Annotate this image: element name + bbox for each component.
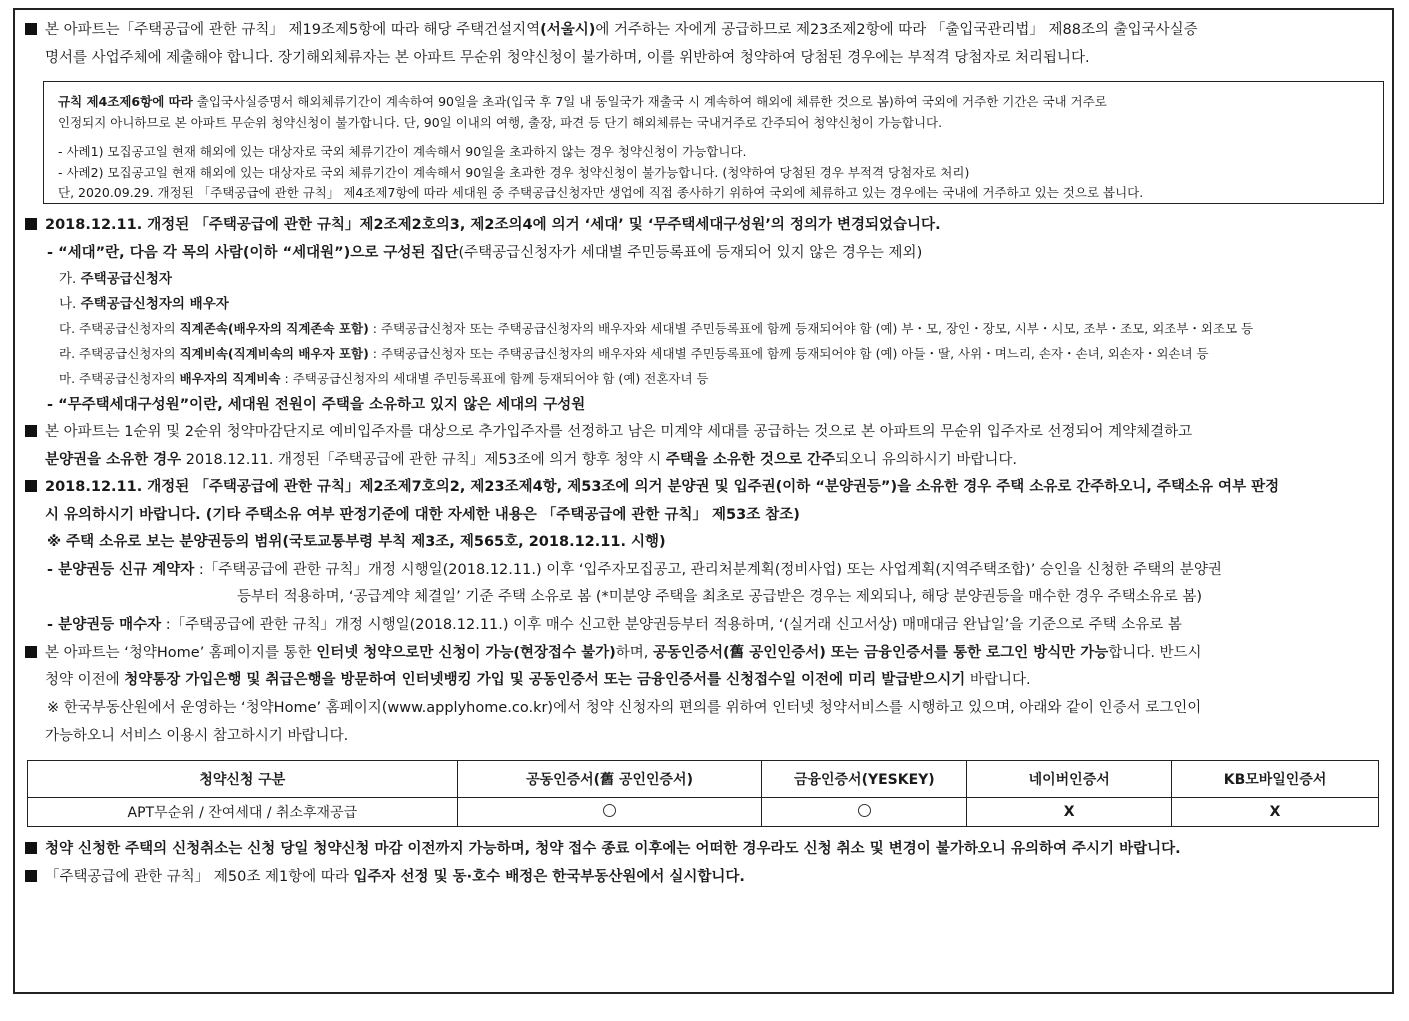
bullet-square-icon xyxy=(25,425,37,437)
bullet-square-icon xyxy=(25,870,37,882)
table-header-row xyxy=(28,761,1379,798)
applyhome-note: ※ 한국부동산원에서 운영하는 ‘청약Home’ 홈페이지(www.applyhome.co.kr)에서 청약 신청자의 편의를 위하여 인터넷 청약서비스를 시행하고 있으며, 아래와 같이 인증서 로그인이 xyxy=(47,700,1202,716)
table-cell: X xyxy=(967,798,1172,827)
para5-line1: 본 아파트는 ‘청약Home’ 홈페이지를 통한 인터넷 청약으로만 신청이 가능(현장접수 불가)하며, 공동인증서(舊 공인인증서) 또는 금융인증서를 통한 로그인 방식만 가능합니다. 반드시 xyxy=(25,643,1202,663)
bullet-square-icon xyxy=(25,480,37,492)
table-header-cell: KB모바일인증서 xyxy=(1172,761,1379,798)
household-definition: - “세대”란, 다음 각 목의 사람(이하 “세대원”)으로 구성된 집단(주택공급신청자가 세대별 주민등록표에 등재되어 있지 않은 경우는 제외) xyxy=(47,245,923,261)
homeless-member-definition: - “무주택세대구성원”이란, 세대원 전원이 주택을 소유하고 있지 않은 세대의 구성원 xyxy=(47,397,586,413)
item-ra: 라. 주택공급신청자의 직계비속(직계비속의 배우자 포함) : 주택공급신청자 또는 주택공급신청자의 배우자와 세대별 주민등록표에 함께 등재되어야 함 (예) 아들・딸, 사위・며느리, 손자・손녀, 외손자・외손녀 등 xyxy=(59,346,1209,361)
para4-line1: 2018.12.11. 개정된 「주택공급에 관한 규칙」제2조제7호의2, 제23조제4항, 제53조에 의거 분양권 및 입주권(이하 “분양권등”)을 소유한 경우 주택 소유로 간주하오니, 주택소유 여부 판정 xyxy=(25,477,1279,497)
table-header-cell: 네이버인증서 xyxy=(967,761,1172,798)
table-row-label: APT무순위 / 잔여세대 / 취소후재공급 xyxy=(28,798,458,827)
new-contractor-rule: - 분양권등 신규 계약자 :「주택공급에 관한 규칙」개정 시행일(2018.12.11.) 이후 ‘입주자모집공고, 관리처분계획(정비사업) 또는 사업계획(지역주택조합)’ 승인을 신청한 주택의 분양권 xyxy=(47,562,1222,578)
table-header-cell: 금융인증서(YESKEY) xyxy=(762,761,967,798)
para3-line2: 분양권을 소유한 경우 2018.12.11. 개정된「주택공급에 관한 규칙」제53조에 의거 향후 청약 시 주택을 소유한 것으로 간주되오니 유의하시기 바랍니다. xyxy=(45,452,1018,468)
box-line2: 인정되지 아니하므로 본 아파트 무순위 청약신청이 불가합니다. 단, 90일 이내의 여행, 출장, 파견 등 단기 해외체류는 국내거주로 간주되어 청약신청이 가능합니다. xyxy=(58,115,943,130)
item-ga: 가. 주택공급신청자 xyxy=(59,271,172,287)
para3-line1: 본 아파트는 1순위 및 2순위 청약마감단지로 예비입주자를 대상으로 추가입주자를 선정하고 남은 미계약 세대를 공급하는 것으로 본 아파트의 무순위 입주자로 선정되어 계약체결하고 xyxy=(25,422,1192,442)
box-line5: 단, 2020.09.29. 개정된 「주택공급에 관한 규칙」 제4조제7항에 따라 세대원 중 주택공급신청자만 생업에 직접 종사하기 위하여 국외에 체류하고 있는 경우에는 국내에 거주하고 있는 것으로 봅니다. xyxy=(58,185,1144,200)
para4-line2: 시 유의하시기 바랍니다. (기타 주택소유 여부 판정기준에 대한 자세한 내용은 「주택공급에 관한 규칙」 제53조 참조) xyxy=(45,507,800,523)
table-row xyxy=(28,798,1379,827)
box-case2: - 사례2) 모집공고일 현재 해외에 있는 대상자로 국외 체류기간이 계속해서 90일을 초과한 경우 청약신청이 불가능합니다. (청약하여 당첨된 경우 부적격 당첨자로 처리) xyxy=(58,165,970,180)
item-ma: 마. 주택공급신청자의 배우자의 직계비속 : 주택공급신청자의 세대별 주민등록표에 함께 등재되어야 함 (예) 전혼자녀 등 xyxy=(59,371,709,386)
available-circle-icon xyxy=(603,804,616,817)
box-line1: 규칙 제4조제6항에 따라 출입국사실증명서 해외체류기간이 계속하여 90일을 초과(입국 후 7일 내 동일국가 재출국 시 계속하여 해외에 체류한 것으로 봄)하여 국외에 거주한 기간은 국내 거주로 xyxy=(58,94,1107,109)
para1-line2: 명서를 사업주체에 제출해야 합니다. 장기해외체류자는 본 아파트 무순위 청약신청이 불가하며, 이를 위반하여 청약하여 당첨된 경우에는 부적격 당첨자로 처리됩니다. xyxy=(45,50,1090,66)
cancel-notice: 청약 신청한 주택의 신청취소는 신청 당일 청약신청 마감 이전까지 가능하며, 청약 접수 종료 이후에는 어떠한 경우라도 신청 취소 및 변경이 불가하오니 유의하여 주시기 바랍니다. xyxy=(25,839,1181,859)
bullet-square-icon xyxy=(25,23,37,35)
bullet-square-icon xyxy=(25,218,37,230)
bullet-square-icon xyxy=(25,842,37,854)
table-cell xyxy=(457,798,762,827)
presale-scope-note: ※ 주택 소유로 보는 분양권등의 범위(국토교통부령 부칙 제3조, 제565호, 2018.12.11. 시행) xyxy=(47,534,666,550)
buyer-rule: - 분양권등 매수자 :「주택공급에 관한 규칙」개정 시행일(2018.12.11.) 이후 매수 신고한 분양권등부터 적용하며, ‘(실거래 신고서상) 매매대금 완납일’을 기준으로 주택 소유로 봄 xyxy=(47,617,1182,633)
para1-line1: 본 아파트는「주택공급에 관한 규칙」 제19조제5항에 따라 해당 주택건설지역(서울시)에 거주하는 자에게 공급하므로 제23조제2항에 따라 「출입국관리법」 제88조의 출입국사실증 xyxy=(25,20,1198,40)
table-cell: X xyxy=(1172,798,1379,827)
certificate-table xyxy=(27,760,1379,827)
item-na: 나. 주택공급신청자의 배우자 xyxy=(59,296,229,312)
bullet-square-icon xyxy=(25,646,37,658)
assignment-notice: 「주택공급에 관한 규칙」 제50조 제1항에 따라 입주자 선정 및 동·호수 배정은 한국부동산원에서 실시합니다. xyxy=(25,867,745,887)
overseas-stay-rule-box xyxy=(43,81,1384,204)
applyhome-note-cont: 가능하오니 서비스 이용시 참고하시기 바랍니다. xyxy=(45,728,349,744)
available-circle-icon xyxy=(858,804,871,817)
box-case1: - 사례1) 모집공고일 현재 해외에 있는 대상자로 국외 체류기간이 계속해서 90일을 초과하지 않는 경우 청약신청이 가능합니다. xyxy=(58,144,747,159)
item-da: 다. 주택공급신청자의 직계존속(배우자의 직계존속 포함) : 주택공급신청자 또는 주택공급신청자의 배우자와 세대별 주민등록표에 함께 등재되어야 함 (예) 부・모, 장인・장모, 시부・시모, 조부・조모, 외조부・외조모 등 xyxy=(59,321,1254,336)
table-header-cell: 공동인증서(舊 공인인증서) xyxy=(457,761,762,798)
household-definition-title: 2018.12.11. 개정된 「주택공급에 관한 규칙」제2조제2호의3, 제2조의4에 의거 ‘세대’ 및 ‘무주택세대구성원’의 정의가 변경되었습니다. xyxy=(25,215,941,235)
new-contractor-rule-cont: 등부터 적용하며, ‘공급계약 체결일’ 기준 주택 소유로 봄 (*미분양 주택을 최초로 공급받은 경우는 제외되나, 해당 분양권등을 매수한 경우 주택소유로 봄) xyxy=(237,589,1202,605)
table-header-cell: 청약신청 구분 xyxy=(28,761,458,798)
table-cell xyxy=(762,798,967,827)
document-page xyxy=(13,8,1394,994)
para5-line2: 청약 이전에 청약통장 가입은행 및 취급은행을 방문하여 인터넷뱅킹 가입 및 공동인증서 또는 금융인증서를 신청접수일 이전에 미리 발급받으시기 바랍니다. xyxy=(45,672,1031,688)
